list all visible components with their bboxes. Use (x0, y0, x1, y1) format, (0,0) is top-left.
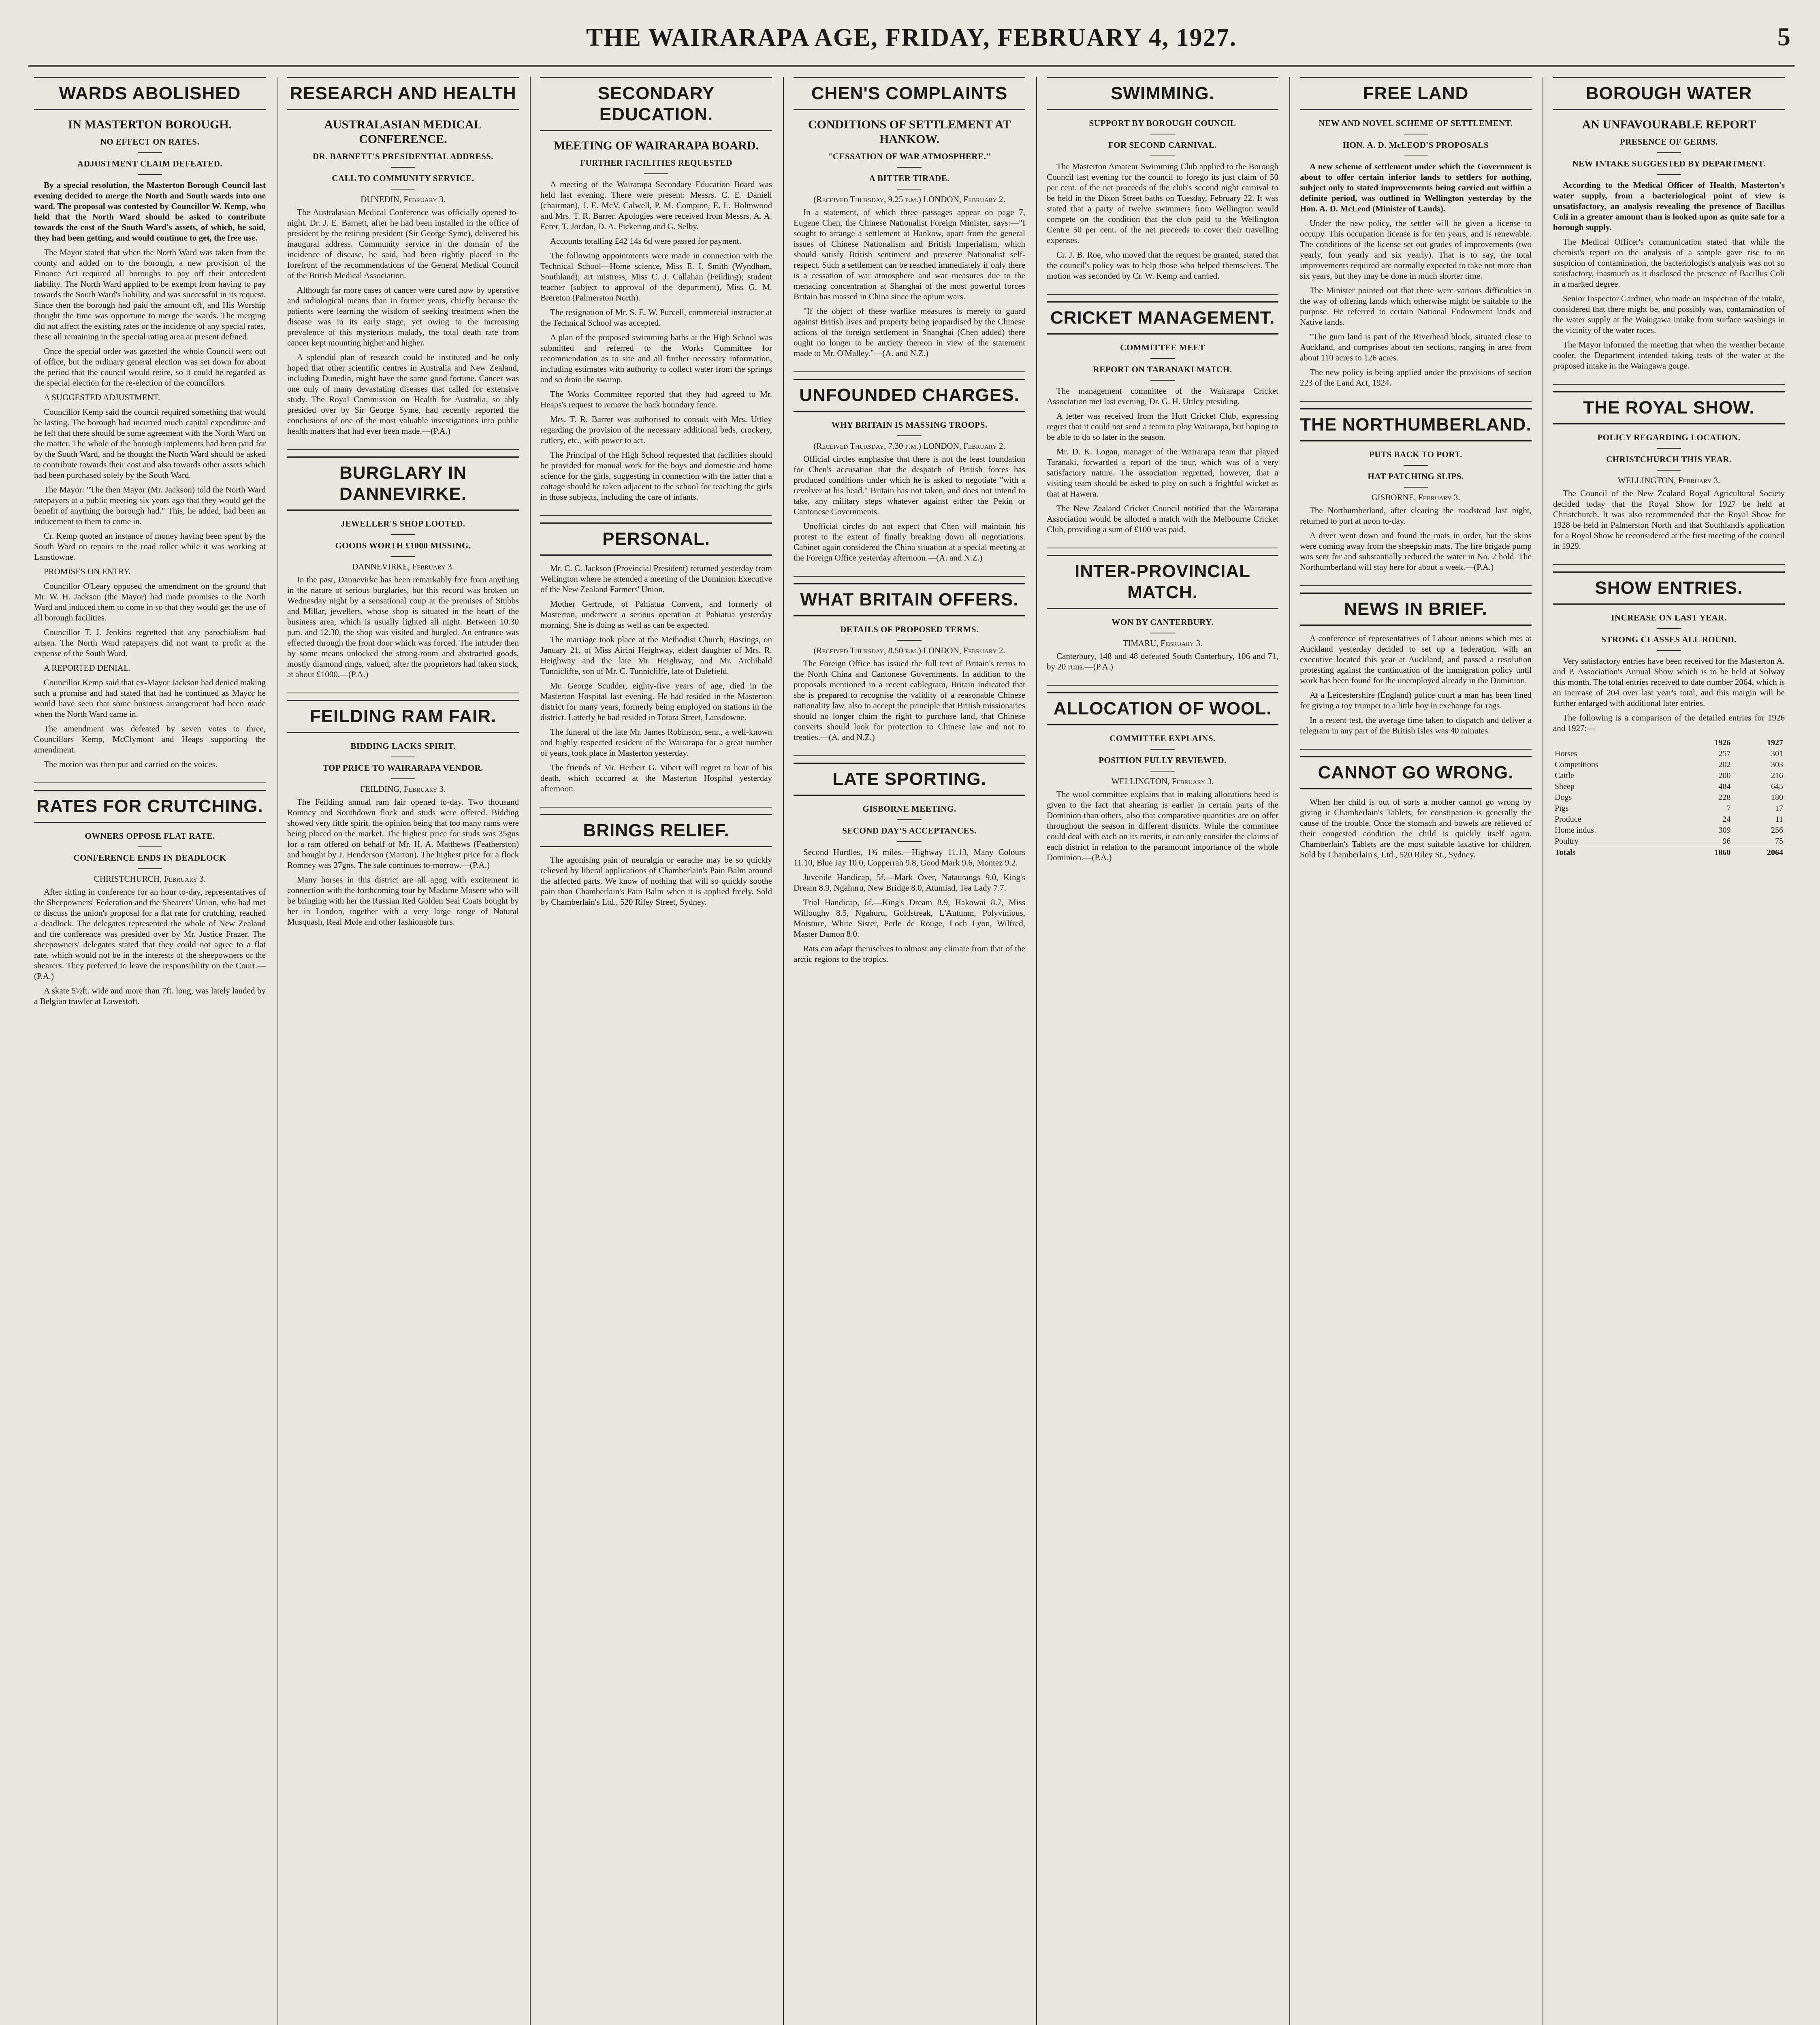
article-paragraph: A diver went down and found the mats in order, but the skins were coming away from the sheepskin mats. The fire brigade pump was sent for and substantially reduced the water in No. 2 hold. The Northumberland will stay here for about a week.—(P.A.) (1300, 531, 1532, 572)
article-paragraph: Mother Gertrude, of Pahiatua Convent, and formerly of Masterton, underwent a serious operation at Pahiatua yesterday morning. She is doing as well as can be expected. (540, 599, 772, 630)
column-1 (28, 77, 271, 2025)
article-subheading: SUPPORT BY BOROUGH COUNCIL (1089, 118, 1236, 128)
article-intro: A new scheme of settlement under which the Government is about to offer certain inferior lands to settlers for nothing, subject only to stated improvements being carried out within a definite period, was outlined in Wellington yesterday by the Hon. A. D. McLeod (Minister of Lands). (1300, 162, 1532, 213)
article-paragraph: Official circles emphasise that there is not the least foundation for Chen's accusation that the despatch of British forces has produced conditions under which he is asked to negotiate "with a revolver at his head." Britain has not taken, and does not intend to take, any military steps whatever against either the Pekin or Cantonese Governments. (794, 454, 1025, 516)
article-subheading: GOODS WORTH £1000 MISSING. (335, 541, 471, 550)
table-cell: 202 (1718, 760, 1731, 769)
section-divider (540, 798, 772, 808)
table-cell: 75 (1775, 837, 1783, 846)
section-divider (34, 774, 266, 783)
article-paragraph: The Mayor stated that when the North Ward was taken from the county and added on to the borough, a new provision of the Finance Act required all boroughs to pay off their antecedent liability. The North Ward applied to be exempt from having to pay towards the South Ward's liability, and was successful in its request. Since then the borough had paid the amount off, and His Worship thought the time was opportune to merge the wards. The merging did not affect the existing rates or the incidence of any special rates, these all remaining in the special rating area at present defined. (34, 247, 266, 341)
article-subheading: WHY BRITAIN IS MASSING TROOPS. (831, 420, 988, 430)
article-headline: THE NORTHUMBERLAND. (1300, 415, 1532, 435)
article-intro: By a special resolution, the Masterton Borough Council last evening decided to merge the North and South wards into one ward. The proposal was contested by Councillor W. Kemp, who held that the North Ward should be asked to contribute towards the cost of the South Ward's assets, of which, he said, they had been getting, and would continue to get, the free use. (34, 180, 266, 243)
article-paragraph: The resignation of Mr. S. E. W. Purcell, commercial instructor at the Technical School was accepted. (540, 307, 772, 328)
article-paragraph: The new policy is being applied under the provisions of section 223 of the Land Act, 1924. (1300, 367, 1532, 388)
article-paragraph: Trial Handicap, 6f.—King's Dream 8.9, Hakowai 8.7, Miss Willoughy 8.5, Ngahuru, Goldstreak, L'Autumn, Polyvinious, Moisture, White Sister, Perle de Rouge, Loch Lyon, Wilfred, Master Damon 8.0. (794, 897, 1025, 939)
subheading-rule (1657, 650, 1681, 651)
table-cell: 11 (1775, 815, 1783, 824)
article-paragraph: Mr. George Scudder, eighty-five years of age, died in the Masterton Hospital last evening. He had resided in the Masterton district for many years, formerly being employed on stations in the district. Latterly he had resided in Totara Street, Lansdowne. (540, 681, 772, 722)
subheading-rule (391, 534, 415, 535)
article-paragraph: Mr. D. K. Logan, manager of the Wairarapa team that played Taranaki, forwarded a report of the tour, which was of a very satisfactory nature. The association regretted, however, that a visiting team should be asked to play on such a frightful wicket as that at Hawera. (1047, 447, 1278, 499)
article-headline: INTER-PROVINCIAL MATCH. (1075, 561, 1250, 602)
article-kicker: MEETING OF WAIRARAPA BOARD. (553, 139, 759, 152)
table-cell: Produce (1555, 815, 1581, 824)
subheading-rule (1657, 448, 1681, 449)
table-cell: 180 (1771, 793, 1783, 802)
subheading-rule (1150, 380, 1175, 381)
article-paragraph: In a recent test, the average time taken to dispatch and deliver a telegram in any part of the British Isles was 40 minutes. (1300, 715, 1532, 735)
article-subheading: HAT PATCHING SLIPS. (1368, 471, 1464, 481)
table-cell: 484 (1718, 782, 1731, 791)
article-paragraph: When her child is out of sorts a mother cannot go wrong by giving it Chamberlain's Tablets, for constipation is generally the cause of the trouble. Once the stomach and bowels are relieved of their congested condition the child is quickly itself again. Chamberlain's Tablets are the most suitable laxative for children. Sold by Chamberlain's, Ltd., 520 Riley St., Sydney. (1300, 797, 1532, 859)
article-subheading: ADJUSTMENT CLAIM DEFEATED. (77, 159, 223, 168)
section-divider (1047, 676, 1278, 686)
subheading-rule (897, 167, 922, 168)
article-heading-box (1300, 756, 1532, 789)
table-cell: Home indus. (1555, 826, 1596, 835)
article-kicker: CONDITIONS OF SETTLEMENT AT HANKOW. (808, 118, 1011, 146)
article-paragraph: The Mayor informed the meeting that when the weather became cooler, the Department intended taking tests of the water at the proposed intake in the Waingawa gorge. (1553, 340, 1785, 371)
article-dateline: CHRISTCHURCH, February 3. (94, 874, 206, 884)
article-subheading: INCREASE ON LAST YEAR. (1611, 613, 1727, 622)
table-total-cell: Totals (1553, 847, 1680, 859)
article-heading-box (287, 700, 519, 733)
article-subheading: CALL TO COMMUNITY SERVICE. (332, 173, 474, 183)
article-paragraph: The Masterton Amateur Swimming Club applied to the Borough Council last evening for the council to forego its just claim of 50 per cent. of the net proceeds of the club's second night carnival to be held in the Dixon Street baths on Tuesday, February 22. It was stated that a party of twelve swimmers from Wellington would compete on the condition that the club paid to the Wellington Centre 50 per cent. of the net proceeds to cover their travelling expenses. (1047, 162, 1278, 245)
article-paragraph: The Australasian Medical Conference was officially opened to-night. Dr. J. E. Barnett, after he had been installed in the office of president by the retiring president (Sir George Syme), delivered his inaugural address. Community service in the domain of the incidence of disease, he said, had been rightly placed in the forefront of the recommendations of the General Medical Council of the British Medical Association. (287, 207, 519, 280)
article-paragraph: A splendid plan of research could be instituted and he only hoped that other scientific centres in Australia and New Zealand, including Dunedin, might have the same good fortune. Cancer was one only of many devastating diseases that called for extensive study. The Royal Commission on Health for Australia, so ably presided over by Sir George Syme, had recently reported the conclusions of one of the most valuable investigations into public health matters that had ever been made.—(P.A.) (287, 352, 519, 436)
article-paragraph: Mr. C. C. Jackson (Provincial President) returned yesterday from Wellington where he attended a meeting of the Dominion Executive of the New Zealand Farmers' Union. (540, 563, 772, 594)
article-heading-box (287, 456, 519, 511)
table-cell: Pigs (1555, 804, 1569, 813)
subheading-rule (391, 189, 415, 190)
column-rule (1036, 77, 1037, 2025)
article-paragraph: Councillor O'Leary opposed the amendment on the ground that Mr. W. H. Jackson (the Mayor) had made promises to the North Ward and induced them to come in so that they would get the use of all borough facilities. (34, 581, 266, 622)
table-cell: 256 (1771, 826, 1783, 835)
article-heading-box (794, 77, 1025, 110)
article-paragraph: Rats can adapt themselves to almost any climate from that of the arctic regions to the tropics. (794, 944, 1025, 964)
article-subheading: NO EFFECT ON RATES. (100, 137, 200, 147)
column-7 (1547, 77, 1790, 2025)
article-subheading: WON BY CANTERBURY. (1112, 617, 1214, 627)
article-paragraph: Many horses in this district are all agog with excitement in connection with the forthcoming tour by Madame Mosere who will be bringing with her the Russian Red Golden Seal Coats bought by her in London, together with a very large range of Natural Musquash, Real Mole and other fashionable furs. (287, 875, 519, 927)
article-headline: SWIMMING. (1111, 83, 1214, 103)
article-paragraph: Juvenile Handicap, 5f.—Mark Over, Nataurangs 9.0, King's Dream 8.9, Ngahuru, New Bridge 8.0, Atumiad, Tea Lady 7.7. (794, 872, 1025, 893)
table-row (1553, 770, 1785, 781)
article-subheading: CHRISTCHURCH THIS YEAR. (1606, 454, 1732, 464)
page-number: 5 (1777, 22, 1790, 51)
article-headline: CANNOT GO WRONG. (1318, 763, 1514, 782)
article-headline: LATE SPORTING. (832, 769, 986, 789)
table-row (1553, 792, 1785, 803)
table-row (1553, 803, 1785, 814)
subheading-rule (897, 640, 922, 641)
subheading-rule (1404, 465, 1428, 466)
article-dateline: DUNEDIN, February 3. (361, 194, 446, 204)
subheading-rule (1150, 358, 1175, 359)
article-paragraph: PROMISES ON ENTRY. (44, 567, 131, 576)
article-headline: WARDS ABOLISHED (59, 83, 241, 103)
article-headline: NEWS IN BRIEF. (1344, 599, 1487, 619)
table-cell: 257 (1718, 749, 1731, 758)
article-paragraph: Cr. Kemp quoted an instance of money having been spent by the South Ward on repairs to the road roller while it was working at Lansdowne. (34, 531, 266, 562)
article-kicker: IN MASTERTON BOROUGH. (68, 118, 232, 131)
article-subheading: TOP PRICE TO WAIRARAPA VENDOR. (323, 763, 483, 773)
article-heading-box (34, 790, 266, 823)
article-paragraph: A conference of representatives of Labour unions which met at Auckland yesterday decided to set up a federation, with an executive located this year at Auckland, and passed a resolution protesting against the continuation of the immigration policy until work has been found for the unemployed already in the Dominion. (1300, 633, 1532, 685)
article-headline: BURGLARY IN DANNEVIRKE. (339, 463, 467, 504)
subheading-rule (644, 173, 668, 174)
column-rule (530, 77, 531, 2025)
article-paragraph: Very satisfactory entries have been received for the Masterton A. and P. Association's Annual Show which is to be held at Solway this month. The total entries received to date number 2064, which is an increase of 204 over last year's total, and this margin will be further enlarged with additional later entries. (1553, 656, 1785, 708)
article-paragraph: "If the object of these warlike measures is merely to guard against British lives and property being jeopardised by the Chinese actions of the foreign settlement in Shanghai (Chen added) there ought no longer to be anxiety thereon in view of the statement made to Mr. O'Malley."—(A. and N.Z.) (794, 306, 1025, 358)
article-paragraph: Unofficial circles do not expect that Chen will maintain his protest to the extent of finally breaking down all negotiations. Cabinet again considered the China situation at a special meeting at the Foreign Office yesterday afternoon.—(A. and N.Z.) (794, 521, 1025, 563)
section-divider (794, 746, 1025, 756)
subheading-rule (1657, 152, 1681, 153)
article-subheading: CONFERENCE ENDS IN DEADLOCK (73, 853, 226, 863)
article-headline: THE ROYAL SHOW. (1583, 398, 1755, 418)
subheading-rule (897, 435, 922, 436)
subheading-rule (1404, 487, 1428, 488)
table-total-row (1553, 847, 1785, 859)
table-cell: Competitions (1555, 760, 1598, 769)
article-paragraph: Councillor T. J. Jenkins regretted that any parochialism had arisen. The North Ward ratepayers did not want to profit at the expense of the South Ward. (34, 627, 266, 658)
subheading-rule (1657, 174, 1681, 175)
article-heading-box (540, 77, 772, 131)
masthead (28, 16, 1794, 67)
article-kicker: AUSTRALASIAN MEDICAL CONFERENCE. (324, 118, 482, 146)
article-paragraph: A skate 5½ft. wide and more than 7ft. long, was lately landed by a Belgian trawler at Lowestoft. (34, 986, 266, 1006)
article-paragraph: The Principal of the High School requested that facilities should be provided for manual work for the boys and domestic and home science for the girls, suggesting in connection with the latter that a cottage should be taken adjacent to the school for teaching the girls in those subjects, including the care of infants. (540, 450, 772, 502)
subheading-rule (897, 819, 922, 820)
article-paragraph: A meeting of the Wairarapa Secondary Education Board was held last evening. There were present: Messrs. C. E. Daniell (chairman), J. E. McV. Calwell, P. M. Compton, E. L. Holmwood and Mrs. T. R. Barrer. Apologies were received from Messrs. A. A. Ferer, T. Jordan, D. A. Pickering and G. Selby. (540, 179, 772, 231)
column-4 (788, 77, 1031, 2025)
article-paragraph: Under the new policy, the settler will be given a license to occupy. This occupation license is for ten years, and is renewable. The conditions of the license set out grades of improvements (two yearly, four yearly and six yearly). That is to say, the total improvements required are normally expected to take not more than six years, but they may be done in much shorter time. (1300, 218, 1532, 281)
subheading-rule (138, 174, 162, 175)
table-row (1553, 759, 1785, 770)
article-subheading: SECOND DAY'S ACCEPTANCES. (842, 826, 977, 836)
article-heading-box (794, 583, 1025, 616)
article-heading-box (794, 379, 1025, 412)
article-heading-box (1300, 408, 1532, 441)
article-heading-box (540, 522, 772, 556)
section-divider (1553, 375, 1785, 385)
section-divider (1553, 555, 1785, 565)
subheading-rule (391, 556, 415, 557)
table-row (1553, 836, 1785, 847)
article-dateline: WELLINGTON, February 3. (1111, 776, 1214, 786)
article-headline: CHEN'S COMPLAINTS (811, 83, 1008, 103)
table-row (1553, 825, 1785, 836)
table-cell: 96 (1722, 837, 1731, 846)
article-subheading: POLICY REGARDING LOCATION. (1597, 433, 1741, 442)
article-paragraph: A letter was received from the Hutt Cricket Club, expressing regret that it could not send a team to play Wairarapa, but hoping to be able to do so later in the season. (1047, 411, 1278, 442)
article-paragraph: The Minister pointed out that there were various difficulties in the way of offering lands which otherwise might be suitable to the purpose. He referred to certain National Endowment lands and Native lands. (1300, 286, 1532, 327)
article-paragraph: A REPORTED DENIAL. (44, 663, 131, 673)
article-headline: RATES FOR CRUTCHING. (36, 796, 263, 816)
table-cell: 200 (1718, 771, 1731, 780)
subheading-rule (1657, 628, 1681, 629)
article-headline: ALLOCATION OF WOOL. (1053, 699, 1272, 718)
table-row (1553, 748, 1785, 759)
article-paragraph: Councillor Kemp said the council required something that would be lasting. The borough had incurred much capital expenditure and he felt that there should be some agreement with the North Ward on the matter. The whole of the borough implements had been paid for by the South Ward, and he thought the North Ward should be asked to contribute towards their cost and also towards other assets which had been purchased solely by the South Ward. (34, 407, 266, 480)
show-entries-table (1553, 738, 1785, 858)
table-header: 1927 (1767, 738, 1783, 747)
column-2 (282, 77, 525, 2025)
article-paragraph: Mrs. T. R. Barrer was authorised to consult with Mrs. Uttley regarding the provision of the necessary additional beds, crockery, cutlery, etc., with power to act. (540, 414, 772, 445)
section-divider (540, 506, 772, 516)
section-divider (287, 440, 519, 450)
article-heading-box (1047, 692, 1278, 725)
table-row (1553, 781, 1785, 792)
article-headline: BOROUGH WATER (1585, 83, 1752, 103)
article-dateline: GISBORNE, February 3. (1371, 492, 1460, 502)
section-divider (1047, 285, 1278, 295)
article-paragraph: The Works Committee reported that they had agreed to Mr. Heaps's request to remove the back boundary fence. (540, 389, 772, 409)
article-paragraph: The Feilding annual ram fair opened to-day. Two thousand Romney and Southdown flock and studs were offered. Bidding showed very little spirit, the opinion being that too many rams were being placed on the market. The highest price for studs was 35gns for a ram offered on behalf of Mr. H. A. Matthews (Featherston) and bought by J. Henderson (Marton). The highest price for a flock Romney was 27gns. The sale continues to-morrow.—(P.A.) (287, 797, 519, 870)
article-paragraph: The agonising pain of neuralgia or earache may be so quickly relieved by liberal applications of Chamberlain's Pain Balm around the affected parts. We know of nothing that will so quickly soothe pain than Chamberlain's Pain Balm when it is applied freely. Sold by Chamberlain's Ltd., 520 Riley Street, Sydney. (540, 855, 772, 907)
subheading-rule (391, 778, 415, 779)
table-cell: 303 (1771, 760, 1783, 769)
article-subheading: COMMITTEE MEET (1120, 343, 1205, 352)
article-heading-box (1300, 593, 1532, 626)
article-subheading: A BITTER TIRADE. (869, 173, 950, 183)
article-subheading: PUTS BACK TO PORT. (1369, 450, 1462, 459)
article-paragraph: The marriage took place at the Methodist Church, Hastings, on January 21, of Miss Airini Heighway, eldest daughter of Mrs. R. Heighway and the late Mr. Heighway, and Mr. Archibald Tunnicliffe, son of Mr. C. Tunnicliffe, late of Dalefield. (540, 635, 772, 676)
article-heading-box (1047, 301, 1278, 335)
article-dateline: (Received Thursday, 9.25 p.m.) LONDON, February 2. (813, 194, 1005, 204)
table-cell: Horses (1555, 749, 1577, 758)
article-paragraph: The Medical Officer's communication stated that while the chemist's report on the analysis of a sample gave rise to no suspicion of contamination, the bacteriologist's analysis was not so satisfactory, inasmuch as it disclosed the presence of Bacillus Coli in a marked degree. (1553, 237, 1785, 289)
article-dateline: FEILDING, February 3. (360, 784, 446, 794)
table-cell: Sheep (1555, 782, 1575, 791)
article-subheading: HON. A. D. McLEOD'S PROPOSALS (1342, 140, 1489, 150)
article-heading-box (1047, 77, 1278, 110)
article-heading-box (1300, 77, 1532, 110)
article-intro: According to the Medical Officer of Health, Masterton's water supply, from a bacteriological point of view is unsatisfactory, an analysis revealing the presence of Bacillus Coli in a greater amount than is looked upon as quite safe for a borough supply. (1553, 180, 1785, 232)
article-subheading: "CESSATION OF WAR ATMOSPHERE." (828, 151, 991, 161)
article-subheading: FOR SECOND CARNIVAL. (1108, 140, 1217, 150)
article-headline: UNFOUNDED CHARGES. (799, 385, 1020, 405)
column-3 (535, 77, 778, 2025)
article-headline: BRINGS RELIEF. (583, 821, 730, 840)
article-paragraph: The Council of the New Zealand Royal Agricultural Society decided today that the Royal Show for 1927 be held at Christchurch. It was also recommended that the Royal Show for 1928 be held in Palmerston North and that Southland's application for a Royal Show be reconsidered at the first meeting of the council in 1929. (1553, 488, 1785, 551)
column-6 (1294, 77, 1537, 2025)
article-heading-box (287, 77, 519, 110)
article-subheading: STRONG CLASSES ALL ROUND. (1601, 635, 1737, 644)
subheading-rule (138, 868, 162, 869)
article-paragraph: Councillor Kemp said that ex-Mayor Jackson had denied making such a promise and had stated that had he continued as Mayor he would have seen that some business arrangement had been made when the North Ward came in. (34, 678, 266, 719)
article-subheading: DETAILS OF PROPOSED TERMS. (840, 625, 979, 634)
table-cell: Cattle (1555, 771, 1574, 780)
column-rule (783, 77, 784, 2025)
article-subheading: OWNERS OPPOSE FLAT RATE. (85, 831, 215, 841)
subheading-rule (1150, 749, 1175, 750)
article-paragraph: The friends of Mr. Herbert G. Vibert will regret to hear of his death, which occurred at the Masterton Hospital yesterday afternoon. (540, 763, 772, 793)
article-headline: SHOW ENTRIES. (1595, 578, 1743, 598)
table-cell: 645 (1771, 782, 1783, 791)
article-paragraph: The funeral of the late Mr. James Robinson, senr., a well-known and highly respected resident of the Wairarapa for a great number of years, took place in Masterton yesterday. (540, 727, 772, 758)
table-cell: Poultry (1555, 837, 1579, 846)
article-paragraph: The New Zealand Cricket Council notified that the Wairarapa Association would be allotted a match with the Melbourne Cricket Club, providing a sum of £100 was paid. (1047, 503, 1278, 534)
table-cell: 17 (1775, 804, 1783, 813)
article-headline: FREE LAND (1363, 83, 1469, 103)
article-paragraph: The management committee of the Wairarapa Cricket Association met last evening, Dr. G. H. Uttley presiding. (1047, 386, 1278, 406)
article-paragraph: The following is a comparison of the detailed entries for 1926 and 1927:— (1553, 713, 1785, 733)
article-paragraph: After sitting in conference for an hour to-day, representatives of the Sheepowners' Federation and the Shearers' Union, who had met to discuss the union's proposal for a flat rate for crutching, reached a deadlock. The delegates represented the whole of New Zealand and the conference was presided over by Mr. Justice Frazer. The sheepowners' delegates stated that they could not agree to a flat rate, which would not be in the interests of the sheepowners or the shearers. They preferred to leave the responsibility on the Court.—(P.A.) (34, 887, 266, 981)
article-dateline: WELLINGTON, February 3. (1617, 475, 1720, 485)
article-paragraph: The following appointments were made in connection with the Technical School—Home science, Miss E. I. Smith (Wyndham, Southland); art mistress, Miss C. J. Callahan (Feilding); student teacher (subject to approval of the department), Miss G. M. Brereton (Palmerston North). (540, 251, 772, 303)
article-subheading: JEWELLER'S SHOP LOOTED. (341, 519, 465, 529)
article-heading-box (1553, 571, 1785, 605)
article-paragraph: "The gum land is part of the Riverhead block, situated close to Auckland, and comprises about ten sections, ranging in area from about 110 acres to 126 acres. (1300, 332, 1532, 362)
table-cell: Dogs (1555, 793, 1572, 802)
subheading-rule (138, 846, 162, 847)
table-header (1553, 738, 1680, 748)
article-subheading: REPORT ON TARANAKI MATCH. (1093, 364, 1232, 374)
article-dateline: (Received Thursday, 7.30 p.m.) LONDON, February 2. (813, 441, 1005, 451)
article-kicker: AN UNFAVOURABLE REPORT (1582, 118, 1756, 131)
article-subheading: POSITION FULLY REVIEWED. (1099, 755, 1227, 765)
article-heading-box (794, 763, 1025, 796)
article-paragraph: A plan of the proposed swimming baths at the High School was submitted and referred to the Works Committee for recommendation as to site and all further necessary information, including estimates with authority to collect water from the springs and so drain the swamp. (540, 333, 772, 384)
table-total-cell: 2064 (1732, 847, 1785, 859)
article-paragraph: In the past, Dannevirke has been remarkably free from anything in the nature of serious burglaries, but this record was broken on Wednesday night by a sensational coup at the premises of Stubbs and Millar, jewellers, whose shop is situated in the heart of the business area, which is usually lighted all night. Between 10.30 p.m. and 12.30, the shop was visited and burgled. An entrance was effected through the front door which was forced. The intruder then by some means unlocked the strong-room and abstracted goods, mostly diamond rings, valued, after the proprietors had taken stock, at about £1000.—(P.A.) (287, 575, 519, 679)
article-subheading: DR. BARNETT'S PRESIDENTIAL ADDRESS. (312, 151, 494, 161)
article-subheading: NEW INTAKE SUGGESTED BY DEPARTMENT. (1572, 159, 1766, 168)
article-heading-box (1553, 77, 1785, 110)
article-paragraph: A SUGGESTED ADJUSTMENT. (44, 392, 160, 402)
article-paragraph: Senior Inspector Gardiner, who made an inspection of the intake, considered that there might be, and possibly was, contamination of the water supply at the Waingawa intake from surface washings in the vicinity of the water races. (1553, 294, 1785, 335)
section-divider (1300, 392, 1532, 402)
article-dateline: DANNEVIRKE, February 3. (352, 562, 454, 571)
article-headline: RESEARCH AND HEALTH (290, 83, 516, 103)
masthead-title: THE WAIRARAPA AGE, FRIDAY, FEBRUARY 4, 1927. (586, 24, 1237, 51)
article-heading-box (1047, 555, 1278, 609)
subheading-rule (1657, 470, 1681, 471)
column-5 (1041, 77, 1284, 2025)
article-subheading: COMMITTEE EXPLAINS. (1109, 733, 1216, 743)
section-divider (1300, 576, 1532, 586)
subheading-rule (1150, 771, 1175, 772)
article-headline: WHAT BRITAIN OFFERS. (800, 590, 1019, 610)
article-paragraph: Cr. J. B. Roe, who moved that the request be granted, stated that the council's policy was to help those who helped themselves. The motion was seconded by Cr. W. Kemp and carried. (1047, 250, 1278, 281)
article-subheading: FURTHER FACILITIES REQUESTED (580, 158, 732, 168)
table-cell: 24 (1722, 815, 1731, 824)
subheading-rule (897, 189, 922, 190)
article-dateline: TIMARU, February 3. (1122, 638, 1203, 648)
article-paragraph: The wool committee explains that in making allocations heed is given to the fact that shearing is earlier in certain parts of the Dominion than others, also that comparative quantities are on offer throughout the season in different districts. While the committee could deal with each on its merits, it can only consider the claims of each district in relation to the paramount importance of the whole Dominion.—(P.A.) (1047, 789, 1278, 862)
article-paragraph: The motion was then put and carried on the voices. (44, 759, 218, 769)
section-divider (1047, 539, 1278, 548)
article-subheading: NEW AND NOVEL SCHEME OF SETTLEMENT. (1319, 118, 1513, 128)
article-heading-box (34, 77, 266, 110)
article-headline: CRICKET MANAGEMENT. (1050, 308, 1275, 328)
article-paragraph: In a statement, of which three passages appear on page 7, Eugene Chen, the Chinese Nationalist Foreign Minister, says:—"I sought to arrange a settlement at Hankow, apart from the general issues of Chinese Nationalism and British Imperialism, which should satisfy British sentiment and preserve Nationalist self-respect. Such a settlement can be reached immediately if only there is a cessation of war atmosphere and war measures due to the menacing concentration at Shanghai of the most powerful forces Britain has massed in China since the opium wars. (794, 207, 1025, 301)
article-headline: FEILDING RAM FAIR. (309, 706, 497, 726)
article-paragraph: Accounts totalling £42 14s 6d were passed for payment. (550, 236, 741, 246)
article-paragraph: The Mayor: "The then Mayor (Mr. Jackson) told the North Ward ratepayers at a public meeting six years ago that they would get the benefit of anything the borough had." This, he added, had been an inducement to them to come in. (34, 485, 266, 526)
article-paragraph: Once the special order was gazetted the whole Council went out of office, but the ordinary general election was set down for about the period that the council would retire, so it could be regarded as the special election for the re-election of the councillors. (34, 346, 266, 388)
article-headline: PERSONAL. (602, 529, 710, 549)
article-paragraph: The Foreign Office has issued the full text of Britain's terms to the North China and Cantonese Governments. In addition to the proposals mentioned in a recent cablegram, Britain indicated that she is prepared to recognise the validity of a reasonable Chinese nationality law, also to accept the principle that British missionaries should no longer claim the right to purchase land, that Chinese converts should look for protection to Chinese law and not to treaties.—(A. and N.Z.) (794, 659, 1025, 742)
article-heading-box (540, 814, 772, 847)
article-dateline: (Received Thursday, 8.50 p.m.) LONDON, February 2. (813, 646, 1005, 655)
article-headline: SECONDARY EDUCATION. (597, 83, 715, 124)
article-paragraph: Although far more cases of cancer were cured now by operative and radiological means than in former years, chiefly because the patients were learning the wisdom of seeking treatment when the disease was in its early stage, yet owing to the increasing prevalence of this mysterious malady, the total death rate from cancer kept mounting higher and higher. (287, 285, 519, 347)
subheading-rule (138, 152, 162, 153)
table-cell: 7 (1726, 804, 1731, 813)
table-cell: 309 (1718, 826, 1731, 835)
article-paragraph: At a Leicestershire (England) police court a man has been fined for giving a toy trumpet to a little boy in exchange for rags. (1300, 690, 1532, 710)
table-cell: 301 (1771, 749, 1783, 758)
column-rule (1289, 77, 1290, 2025)
table-row (1553, 814, 1785, 825)
article-subheading: PRESENCE OF GERMS. (1619, 137, 1718, 147)
article-heading-box (1553, 391, 1785, 424)
section-divider (1300, 740, 1532, 750)
section-divider (287, 684, 519, 693)
article-subheading: BIDDING LACKS SPIRIT. (350, 741, 456, 751)
subheading-rule (391, 167, 415, 168)
subheading-rule (897, 841, 922, 842)
article-paragraph: The amendment was defeated by seven votes to three, Councillors Kemp, McClymont and Heaps supporting the amendment. (34, 724, 266, 755)
section-divider (794, 362, 1025, 372)
table-cell: 228 (1718, 793, 1731, 802)
article-paragraph: The Northumberland, after clearing the roadstead last night, returned to port at noon to-day. (1300, 505, 1532, 526)
table-header: 1926 (1714, 738, 1731, 747)
section-divider (794, 567, 1025, 577)
article-subheading: GISBORNE MEETING. (862, 804, 956, 814)
article-paragraph: Canterbury, 148 and 48 defeated South Canterbury, 106 and 71, by 20 runs.—(P.A.) (1047, 651, 1278, 671)
table-cell: 216 (1771, 771, 1783, 780)
article-paragraph: Second Hurdles, 1¾ miles.—Highway 11.13, Many Colours 11.10, Blue Jay 10.0, Copperrah 9.8, Good Mark 9.6, Montez 9.2. (794, 847, 1025, 868)
table-total-cell: 1860 (1680, 847, 1733, 859)
